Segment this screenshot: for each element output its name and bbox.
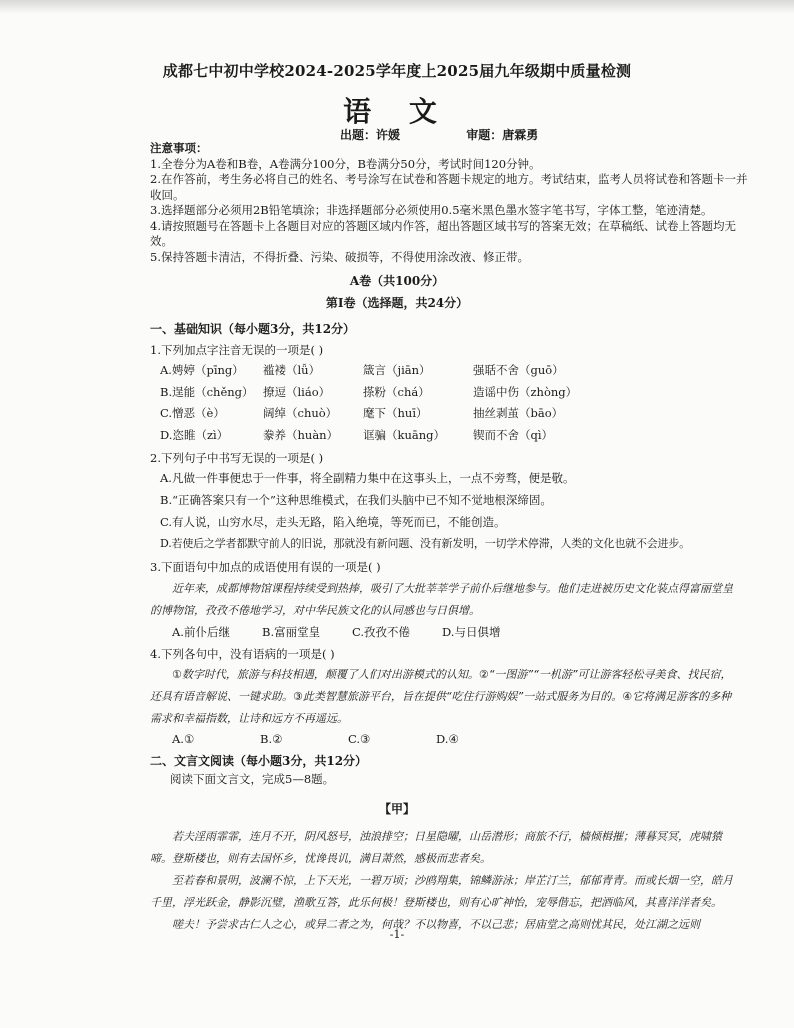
q1-cell: 褴褛（lǚ） — [263, 363, 321, 377]
classical-paragraph: 若夫淫雨霏霏，连月不开，阴风怒号，浊浪排空；日星隐曜，山岳潜形；商旅不行，樯倾楫摧；薄暮冥冥，虎啸猿啼。登斯楼也，则有去国怀乡，忧谗畏讥，满目萧然，感极而悲者矣。 — [150, 830, 722, 865]
q1-cell: 豢养（huàn） — [263, 427, 339, 442]
q4-passage-text: ①数字时代，旅游与科技相遇，颠覆了人们对出游模式的认知。②“一图游”“一机游”可让游客轻松寻美食、找民宿，还具有语音解说、一键求助。③此类智慧旅游平台，旨在提供“吃住行游购娱”一站式服务为目的。④它将满足游客的多种需求和幸福指数，让诗和远方不再遥远。 — [150, 668, 732, 725]
q4-option: C.③ — [348, 732, 371, 746]
q1-stem: 1.下列加点字注音无误的一项是( ) — [150, 343, 324, 357]
q2-option: C.有人说，山穷水尽，走头无路，陷入绝境，等死而已，不能创造。 — [160, 515, 506, 529]
author: 出题：许媛 — [340, 128, 401, 142]
notice-item: 3.选择题部分必须用2B铅笔填涂；非选择题部分必须使用0.5毫米黑色墨水签字笔书写，字体工整，笔迹清楚。 — [150, 203, 713, 217]
section-2-intro: 阅读下面文言文，完成5—8题。 — [170, 772, 335, 786]
q3-stem: 3.下面语句中加点的成语使用有误的一项是( ) — [150, 560, 381, 574]
q1-option-row — [160, 362, 613, 384]
classical-passage — [150, 826, 740, 936]
notice-item: 5.保持答题卡清洁，不得折叠、污染、破损等，不得使用涂改液、修正带。 — [150, 249, 529, 264]
notice-heading: 注意事项： — [150, 141, 208, 155]
q3-option: D.与日俱增 — [442, 625, 501, 639]
q1-cell: 造谣中伤（zhòng） — [473, 384, 578, 399]
q2-option: A.凡做一件事便忠于一件事，将全副精力集中在这事头上，一点不旁骛，便是敬。 — [160, 471, 575, 485]
q4-option: B.② — [260, 732, 283, 746]
q2-stem: 2.下列句子中书写无误的一项是( ) — [150, 451, 324, 465]
section-2-heading: 二、文言文阅读（每小题3分，共12分） — [150, 754, 368, 768]
subject-title: 语 文 — [343, 95, 451, 128]
q2-option: B.“正确答案只有一个”这种思维模式，在我们头脑中已不知不觉地根深缔固。 — [160, 493, 552, 507]
reviewer: 审题：唐霖勇 — [466, 128, 539, 142]
q1-cell: 抽丝剥茧（bāo） — [473, 406, 564, 420]
q4-option: A.① — [172, 732, 195, 746]
part-1-heading: 第Ⅰ卷（选择题，共24分） — [325, 296, 469, 310]
passage-jia-label: 【甲】 — [378, 802, 415, 816]
q2-option: D.若使后之学者都默守前人的旧说，那就没有新问题、没有新发明，一切学术停滞，人类的文化也就不会进步。 — [160, 537, 690, 550]
exam-title: 成都七中初中学校2024-2025学年度上2025届九年级期中质量检测 — [162, 62, 632, 80]
section-1-heading: 一、基础知识（每小题3分，共12分） — [150, 322, 356, 336]
volume-a-heading: A卷（共100分） — [349, 274, 445, 288]
notice-item: 1.全卷分为A卷和B卷，A卷满分100分，B卷满分50分，考试时间120分钟。 — [150, 156, 541, 171]
q1-cell: 诓骗（kuāng） — [363, 427, 445, 442]
scan-edge — [0, 0, 794, 14]
classical-paragraph: 至若春和景明，波澜不惊，上下天光，一碧万顷；沙鸥翔集，锦鳞游泳；岸芷汀兰，郁郁青青。而或长烟一空，皓月千里，浮光跃金，静影沉璧，渔歌互答，此乐何极！登斯楼也，则有心旷神怡，宠辱偕忘，把酒临风，其喜洋洋者矣。 — [150, 874, 733, 909]
q1-option-row — [160, 405, 613, 427]
q4-options — [172, 732, 524, 746]
q3-option: B.富丽堂皇 — [262, 625, 321, 639]
q1-cell: C.憎恶（è） — [160, 406, 225, 420]
q1-cell: B.逞能（chěng） — [160, 384, 254, 399]
classical-paragraph: 嗟夫！予尝求古仁人之心，或异二者之为，何哉？不以物喜，不以己悲；居庙堂之高则忧其民，处江湖之远则 — [172, 918, 700, 931]
q1-cell: 锲而不舍（qì） — [473, 427, 554, 442]
q3-option: A.前仆后继 — [172, 625, 230, 639]
q4-option: D.④ — [436, 732, 459, 746]
notice-item: 2.在作答前，考生务必将自己的姓名、考号涂写在试卷和答题卡规定的地方。考试结束，监考人员将试卷和答题卡一并收回。 — [150, 172, 748, 202]
q2-options — [160, 467, 750, 555]
q1-cell: 撩逗（liáo） — [263, 384, 331, 399]
q1-options — [160, 362, 613, 448]
q4-stem: 4.下列各句中，没有语病的一项是( ) — [150, 647, 335, 661]
q3-option: C.孜孜不倦 — [352, 625, 411, 639]
q3-passage-text: 近年来，成都博物馆课程持续受到热捧，吸引了大批莘莘学子前仆后继地参与。他们走进被历史文化装点得富丽堂皇的博物馆，孜孜不倦地学习，对中华民族文化的认同感也与日俱增。 — [150, 582, 733, 617]
q1-option-row — [160, 427, 613, 449]
q1-cell: 阔绰（chuò） — [263, 406, 338, 420]
q3-options — [172, 624, 532, 640]
q1-option-row — [160, 384, 613, 406]
q1-cell: 强聒不舍（guō） — [473, 363, 564, 377]
q1-cell: A.娉婷（pīng） — [160, 363, 244, 377]
q1-cell: 搽粉（chá） — [363, 384, 430, 399]
q4-passage — [150, 664, 740, 730]
notice-item: 4.请按照题号在答题卡上各题目对应的答题区域内作答，超出答题区域书写的答案无效；在草稿纸、试卷上答题均无效。 — [150, 218, 736, 248]
q1-cell: D.恣睢（zì） — [160, 427, 229, 442]
q1-cell: 麾下（huī） — [363, 406, 428, 420]
page-number: -1- — [389, 928, 405, 941]
q1-cell: 箴言（jiān） — [363, 363, 431, 377]
notice-block — [150, 141, 750, 265]
q3-passage — [150, 578, 740, 622]
